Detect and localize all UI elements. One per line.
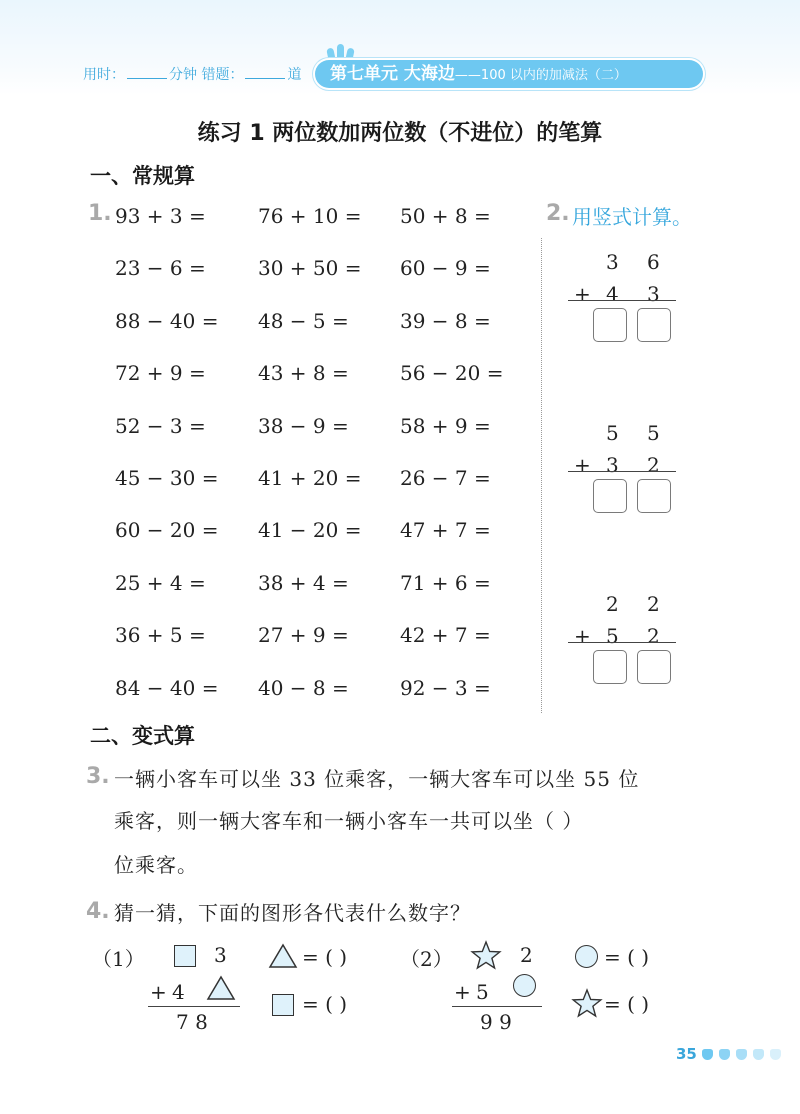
errors-blank[interactable] (245, 66, 285, 79)
arithmetic-problem: 58 + 9 = (400, 414, 491, 438)
arithmetic-problem: 43 + 8 = (258, 361, 349, 385)
plus-sign: + (454, 980, 471, 1004)
arithmetic-problem: 25 + 4 = (115, 571, 206, 595)
puzzle-part-label: （1） (92, 947, 145, 971)
decoration-dot (719, 1049, 730, 1060)
arithmetic-problem: 71 + 6 = (400, 571, 491, 595)
arithmetic-problem: 56 − 20 = (400, 361, 504, 385)
question-number: 4. (86, 899, 110, 924)
arithmetic-problem: 45 − 30 = (115, 466, 219, 490)
digit: 3 (606, 250, 619, 274)
errors-unit: 道 (287, 67, 302, 83)
question-number: 1. (88, 201, 112, 226)
timing-record (83, 64, 301, 84)
arithmetic-problem: 88 − 40 = (115, 309, 219, 333)
arithmetic-problem: 92 − 3 = (400, 676, 491, 700)
arithmetic-problem: 50 + 8 = (400, 204, 491, 228)
plus-sign: + (150, 980, 167, 1004)
arithmetic-problem: 23 − 6 = (115, 256, 206, 280)
arithmetic-problem: 60 − 9 = (400, 256, 491, 280)
triangle-icon (206, 975, 236, 1001)
arithmetic-problem: 40 − 8 = (258, 676, 349, 700)
square-icon (272, 994, 294, 1016)
puzzle-part-label: （2） (400, 947, 453, 971)
arithmetic-problem: 42 + 7 = (400, 623, 491, 647)
arithmetic-problem: 30 + 50 = (258, 256, 362, 280)
puzzle-top-digit: 2 (520, 943, 533, 967)
decoration-dot (702, 1049, 713, 1060)
word-problem-line: 乘客，则一辆大客车和一辆小客车一共可以坐（ ） (114, 809, 584, 833)
arithmetic-problem: 47 + 7 = (400, 518, 491, 542)
section-heading-variant: 二、变式算 (90, 724, 195, 748)
plus-sign: + (574, 624, 591, 648)
arithmetic-problem: 60 − 20 = (115, 518, 219, 542)
puzzle-top-digit: 3 (214, 943, 227, 967)
vertical-calc (568, 250, 678, 360)
answer-box[interactable] (637, 479, 671, 513)
arithmetic-problem: 26 − 7 = (400, 466, 491, 490)
digit: 2 (647, 453, 660, 477)
decoration-dot (753, 1049, 764, 1060)
arithmetic-problem: 38 + 4 = (258, 571, 349, 595)
arithmetic-problem: 38 − 9 = (258, 414, 349, 438)
circle-answer[interactable]: = ( ) (604, 945, 650, 969)
page-number: 35 (676, 1045, 697, 1063)
digit: 4 (606, 282, 619, 306)
vertical-calc-instruction: 用竖式计算。 (572, 205, 692, 229)
answer-box[interactable] (593, 308, 627, 342)
unit-subtitle: ——100 以内的加减法（二） (454, 68, 627, 83)
unit-title (330, 63, 627, 85)
star-answer[interactable]: = ( ) (604, 992, 650, 1016)
vertical-calc (568, 592, 678, 702)
answer-box[interactable] (593, 650, 627, 684)
triangle-icon (268, 943, 298, 969)
lesson-title: 练习 1 两位数加两位数（不进位）的笔算 (197, 121, 603, 146)
answer-box[interactable] (637, 308, 671, 342)
digit: 2 (606, 592, 619, 616)
decoration-dot (736, 1049, 747, 1060)
digit: 3 (606, 453, 619, 477)
answer-box[interactable] (593, 479, 627, 513)
digit: 5 (606, 421, 619, 445)
question-number: 2. (546, 201, 570, 226)
digit: 6 (647, 250, 660, 274)
arithmetic-problem: 84 − 40 = (115, 676, 219, 700)
triangle-answer[interactable]: = ( ) (302, 945, 348, 969)
arithmetic-problem: 48 − 5 = (258, 309, 349, 333)
arithmetic-problem: 72 + 9 = (115, 361, 206, 385)
circle-icon (513, 974, 536, 997)
digit: 5 (647, 421, 660, 445)
puzzle-bottom-digit: 4 (172, 980, 185, 1004)
puzzle-result: 7 8 (176, 1010, 208, 1034)
answer-box[interactable] (637, 650, 671, 684)
square-icon (174, 945, 196, 967)
minute-label: 分钟 (169, 67, 197, 83)
digit: 2 (647, 624, 660, 648)
sum-line (568, 300, 676, 301)
word-problem-line: 位乘客。 (114, 853, 198, 877)
arithmetic-problem: 36 + 5 = (115, 623, 206, 647)
errors-label: 错题： (201, 67, 244, 83)
decoration-dot (770, 1049, 781, 1060)
unit-main-title: 第七单元 大海边 (330, 64, 455, 84)
sum-line (568, 471, 676, 472)
arithmetic-problem: 41 − 20 = (258, 518, 362, 542)
arithmetic-problem: 52 − 3 = (115, 414, 206, 438)
arithmetic-problem: 76 + 10 = (258, 204, 362, 228)
puzzle-result: 9 9 (480, 1010, 512, 1034)
sum-line (148, 1006, 240, 1007)
circle-icon (575, 945, 598, 968)
plus-sign: + (574, 282, 591, 306)
digit: 5 (606, 624, 619, 648)
vertical-calc (568, 421, 678, 531)
star-icon (571, 988, 603, 1018)
sum-line (568, 642, 676, 643)
digit: 3 (647, 282, 660, 306)
word-problem-line: 一辆小客车可以坐 33 位乘客，一辆大客车可以坐 55 位 (114, 767, 640, 791)
star-icon (470, 940, 502, 970)
arithmetic-problem: 93 + 3 = (115, 204, 206, 228)
sum-line (452, 1006, 542, 1007)
digit: 2 (647, 592, 660, 616)
time-blank[interactable] (127, 66, 167, 79)
square-answer[interactable]: = ( ) (302, 992, 348, 1016)
dotted-divider (541, 238, 542, 713)
plus-sign: + (574, 453, 591, 477)
puzzle-bottom-digit: 5 (476, 980, 489, 1004)
puzzle-prompt: 猜一猜，下面的图形各代表什么数字？ (114, 901, 471, 925)
arithmetic-problem: 39 − 8 = (400, 309, 491, 333)
section-heading-routine: 一、常规算 (90, 164, 195, 188)
time-label: 用时： (83, 67, 125, 83)
arithmetic-problem: 41 + 20 = (258, 466, 362, 490)
question-number: 3. (86, 764, 110, 789)
arithmetic-problem: 27 + 9 = (258, 623, 349, 647)
